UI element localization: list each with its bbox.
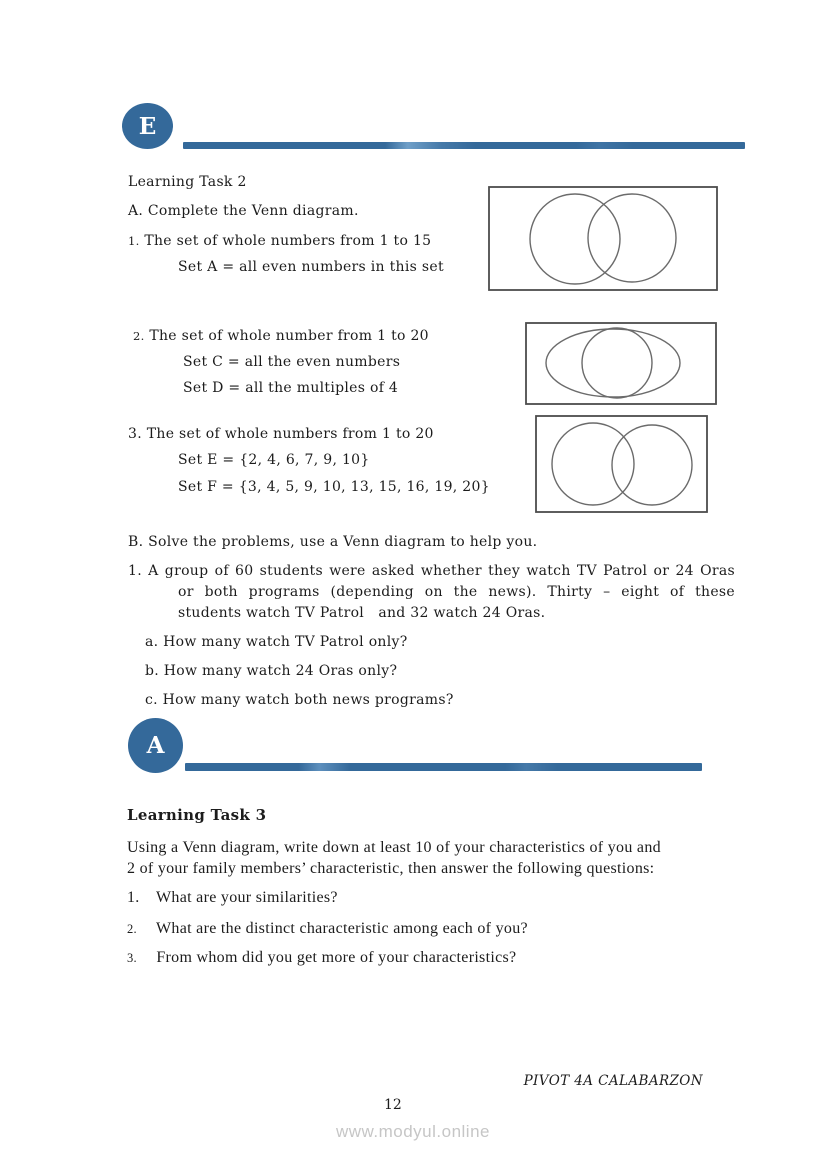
section-divider-a bbox=[185, 763, 702, 771]
question-a: a. How many watch TV Patrol only? bbox=[145, 634, 408, 650]
part-a-item-3 bbox=[128, 426, 434, 443]
venn-diagram-1 bbox=[488, 186, 718, 291]
task-3-intro-line-1: Using a Venn diagram, write down at least 10 of your characteristics of you and bbox=[127, 839, 661, 856]
task-3-question-2 bbox=[127, 920, 528, 938]
item-1-text: The set of whole numbers from 1 to 15 bbox=[144, 233, 432, 249]
task-3-q2-text: What are the distinct characteristic among each of you? bbox=[156, 920, 528, 937]
learning-task-2-title: Learning Task 2 bbox=[128, 174, 247, 190]
item-3-marker: 3. bbox=[128, 426, 142, 442]
venn-diagram-3 bbox=[535, 415, 708, 513]
item-1-set-a: Set A = all even numbers in this set bbox=[178, 259, 444, 275]
task-3-question-3 bbox=[127, 949, 516, 967]
task-3-q1-marker: 1. bbox=[127, 889, 140, 906]
section-badge-a-letter: A bbox=[146, 732, 165, 759]
item-3-set-f: Set F = {3, 4, 5, 9, 10, 13, 15, 16, 19, 20} bbox=[178, 479, 490, 495]
item-1-marker: 1. bbox=[128, 234, 140, 248]
task-3-q1-text: What are your similarities? bbox=[156, 889, 338, 906]
task-3-q3-text: From whom did you get more of your characteristics? bbox=[156, 949, 517, 966]
task-3-q3-marker: 3. bbox=[127, 951, 137, 965]
part-a-item-1 bbox=[128, 233, 431, 250]
problem-1-line-1: 1. A group of 60 students were asked whether they watch TV Patrol or 24 Oras bbox=[128, 563, 735, 579]
item-2-set-c: Set C = all the even numbers bbox=[183, 354, 401, 370]
problem-1-line-2: or both programs (depending on the news). Thirty – eight of these bbox=[178, 584, 735, 600]
task-3-question-1 bbox=[127, 889, 338, 907]
section-divider-e bbox=[183, 142, 745, 149]
part-a-heading: A. Complete the Venn diagram. bbox=[128, 203, 359, 219]
section-badge-a bbox=[128, 718, 183, 773]
item-3-set-e: Set E = {2, 4, 6, 7, 9, 10} bbox=[178, 452, 370, 468]
venn-2-outer-ellipse bbox=[546, 329, 680, 397]
question-b: b. How many watch 24 Oras only? bbox=[145, 663, 398, 679]
section-badge-e bbox=[122, 103, 173, 149]
item-2-marker: 2. bbox=[133, 329, 145, 343]
learning-task-3-title: Learning Task 3 bbox=[127, 806, 267, 824]
part-a-item-2 bbox=[133, 328, 429, 345]
page-number: 12 bbox=[384, 1097, 402, 1113]
venn-3-right-circle bbox=[612, 425, 692, 505]
section-badge-e-letter: E bbox=[138, 112, 157, 140]
task-3-intro-line-2: 2 of your family members’ characteristic, then answer the following questions: bbox=[127, 860, 655, 877]
venn-3-left-circle bbox=[552, 423, 634, 505]
venn-2-universe-rect bbox=[526, 323, 716, 404]
item-2-set-d: Set D = all the multiples of 4 bbox=[183, 380, 399, 396]
question-c: c. How many watch both news programs? bbox=[145, 692, 454, 708]
item-2-text: The set of whole number from 1 to 20 bbox=[149, 328, 429, 344]
venn-diagram-2 bbox=[525, 322, 717, 405]
task-3-q2-marker: 2. bbox=[127, 922, 137, 936]
watermark: www.modyul.online bbox=[335, 1122, 490, 1141]
item-3-text: The set of whole numbers from 1 to 20 bbox=[146, 426, 434, 442]
venn-2-inner-circle bbox=[582, 328, 652, 398]
part-b-heading: B. Solve the problems, use a Venn diagram to help you. bbox=[128, 534, 538, 550]
venn-3-universe-rect bbox=[536, 416, 707, 512]
problem-1-line-3: students watch TV Patrol and 32 watch 24 Oras. bbox=[178, 605, 546, 621]
footer-brand: PIVOT 4A CALABARZON bbox=[523, 1073, 703, 1089]
venn-1-left-circle bbox=[530, 194, 620, 284]
venn-1-right-circle bbox=[588, 194, 676, 282]
